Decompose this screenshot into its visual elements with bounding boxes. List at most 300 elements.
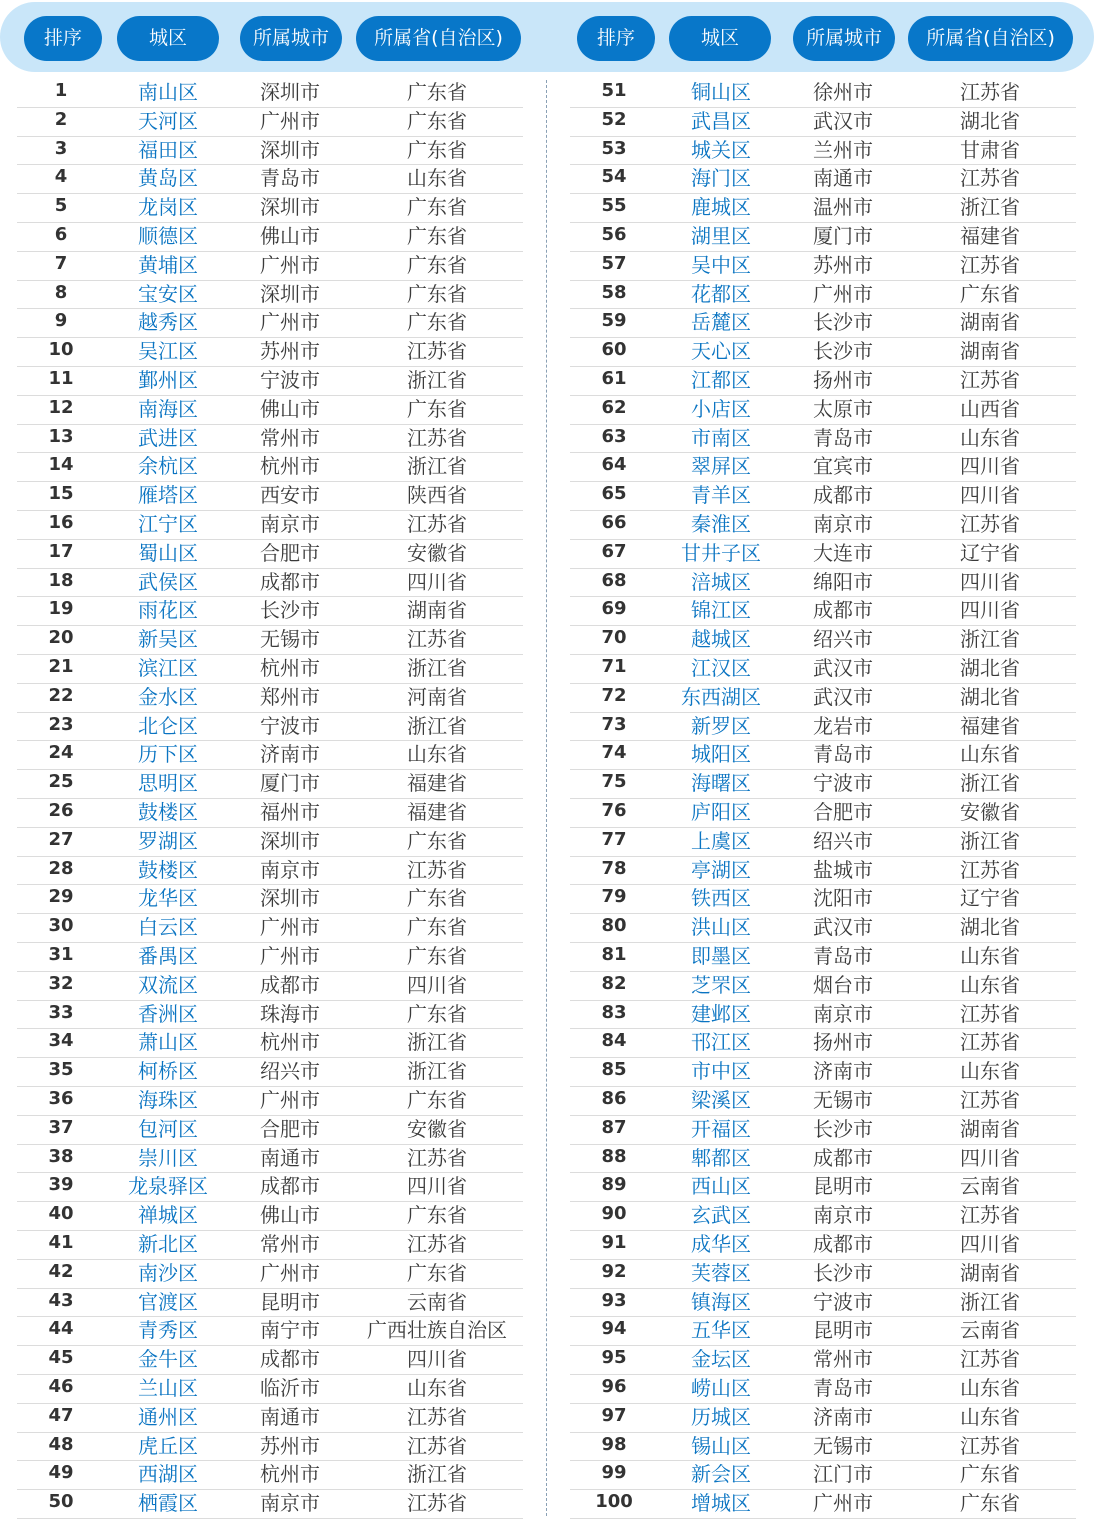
rank-cell: 70 (601, 627, 627, 649)
rank-cell: 91 (601, 1232, 627, 1253)
rank-cell: 87 (601, 1116, 627, 1138)
table-row (570, 1144, 1076, 1174)
city-cell: 济南市 (813, 1404, 873, 1429)
district-cell: 城关区 (691, 137, 751, 162)
rank-cell: 68 (601, 569, 627, 591)
district-cell: 郫都区 (691, 1145, 751, 1170)
district-cell: 顺德区 (138, 224, 198, 248)
table-row (570, 308, 1076, 338)
rank-cell: 77 (601, 828, 627, 850)
district-cell: 龙泉驿区 (128, 1174, 208, 1199)
table-row (570, 1057, 1076, 1087)
district-cell: 武侯区 (138, 569, 198, 594)
province-cell: 广东省 (407, 108, 467, 133)
rank-cell: 12 (48, 396, 74, 418)
district-cell: 鹿城区 (691, 195, 751, 220)
province-cell: 陕西省 (407, 483, 467, 508)
district-cell: 南海区 (138, 396, 198, 421)
city-cell: 苏州市 (813, 252, 873, 277)
rank-cell: 38 (48, 1145, 74, 1167)
province-cell: 四川省 (960, 483, 1020, 508)
district-cell: 即墨区 (691, 944, 751, 968)
city-cell: 广州市 (260, 1088, 320, 1112)
rank-cell: 32 (48, 972, 74, 994)
table-row (570, 1432, 1076, 1462)
city-cell: 成都市 (813, 1232, 873, 1256)
district-cell: 市南区 (691, 425, 751, 450)
province-cell: 广东省 (407, 281, 467, 306)
province-cell: 山东省 (407, 742, 467, 767)
rank-cell: 74 (601, 742, 627, 764)
city-cell: 长沙市 (260, 598, 320, 623)
district-cell: 武昌区 (691, 108, 751, 133)
rank-cell: 15 (48, 483, 74, 505)
city-cell: 苏州市 (260, 339, 320, 364)
province-cell: 广东省 (407, 224, 467, 248)
city-cell: 大连市 (813, 540, 873, 565)
header-province-left: 所属省(自治区) (356, 16, 521, 61)
header-city-right: 所属城市 (793, 16, 895, 61)
district-cell: 东西湖区 (681, 684, 761, 709)
province-cell: 四川省 (960, 569, 1020, 594)
city-cell: 长沙市 (813, 1260, 873, 1285)
province-cell: 山西省 (960, 396, 1020, 421)
province-cell: 福建省 (407, 800, 467, 824)
district-cell: 铁西区 (691, 886, 751, 911)
province-cell: 江苏省 (407, 1404, 467, 1429)
district-cell: 龙岗区 (138, 195, 198, 220)
rank-cell: 43 (48, 1289, 74, 1311)
province-cell: 广东省 (407, 1088, 467, 1112)
city-cell: 合肥市 (260, 540, 320, 565)
district-cell: 吴江区 (138, 339, 198, 364)
header-city-left: 所属城市 (240, 16, 342, 61)
rank-cell: 72 (601, 684, 627, 706)
province-cell: 四川省 (960, 1145, 1020, 1170)
district-cell: 北仑区 (138, 713, 198, 738)
rank-cell: 73 (601, 713, 627, 735)
district-cell: 萧山区 (138, 1030, 198, 1055)
province-cell: 浙江省 (960, 627, 1020, 652)
rank-cell: 54 (601, 166, 627, 188)
province-cell: 浙江省 (407, 713, 467, 738)
province-cell: 山东省 (960, 1404, 1020, 1429)
table-row (570, 884, 1076, 914)
rank-cell: 27 (48, 828, 74, 850)
district-cell: 崂山区 (691, 1376, 751, 1400)
rank-cell: 56 (601, 224, 627, 245)
district-cell: 黄埔区 (138, 252, 198, 277)
city-cell: 南京市 (260, 857, 320, 882)
city-cell: 青岛市 (813, 742, 873, 767)
rank-cell: 8 (54, 281, 68, 303)
table-row (17, 222, 523, 252)
rank-cell: 42 (48, 1260, 74, 1282)
rank-cell: 69 (601, 598, 627, 620)
province-cell: 浙江省 (407, 1059, 467, 1084)
rank-cell: 100 (595, 1491, 633, 1513)
district-cell: 海珠区 (138, 1088, 198, 1112)
table-row (570, 1230, 1076, 1260)
table-row (17, 136, 523, 166)
table-row (570, 1345, 1076, 1375)
city-cell: 济南市 (260, 742, 320, 767)
province-cell: 湖南省 (960, 1260, 1020, 1285)
city-cell: 长沙市 (813, 1116, 873, 1141)
district-cell: 芙蓉区 (691, 1260, 751, 1285)
province-cell: 四川省 (960, 1232, 1020, 1256)
city-cell: 深圳市 (260, 886, 320, 911)
header-district-left: 城区 (117, 16, 219, 61)
table-row (17, 654, 523, 684)
city-cell: 武汉市 (813, 915, 873, 940)
district-cell: 江宁区 (138, 512, 198, 536)
city-cell: 佛山市 (260, 396, 320, 421)
city-cell: 广州市 (260, 944, 320, 968)
city-cell: 厦门市 (260, 771, 320, 796)
rank-cell: 1 (54, 80, 68, 101)
province-cell: 江苏省 (407, 1491, 467, 1516)
district-cell: 金牛区 (138, 1347, 198, 1372)
table-row (17, 395, 523, 425)
district-cell: 增城区 (691, 1491, 751, 1516)
district-cell: 西湖区 (138, 1462, 198, 1487)
city-cell: 成都市 (260, 972, 320, 997)
rank-cell: 14 (48, 454, 74, 476)
table-row (570, 1172, 1076, 1202)
district-cell: 越城区 (691, 627, 751, 652)
rank-cell: 64 (601, 454, 627, 476)
district-cell: 天河区 (138, 108, 198, 133)
district-cell: 秦淮区 (691, 512, 751, 536)
province-cell: 云南省 (960, 1318, 1020, 1343)
province-cell: 广东省 (407, 886, 467, 911)
province-cell: 江苏省 (960, 1088, 1020, 1112)
district-cell: 海曙区 (691, 771, 751, 796)
district-cell: 湖里区 (691, 224, 751, 248)
table-row (570, 654, 1076, 684)
table-row (570, 712, 1076, 742)
rank-cell: 93 (601, 1289, 627, 1311)
province-cell: 江苏省 (960, 1347, 1020, 1372)
district-cell: 芝罘区 (691, 972, 751, 997)
rank-cell: 30 (48, 915, 74, 937)
rank-cell: 9 (54, 310, 68, 332)
province-cell: 四川省 (960, 598, 1020, 623)
rank-cell: 94 (601, 1318, 627, 1340)
city-cell: 厦门市 (813, 224, 873, 248)
district-cell: 新会区 (691, 1462, 751, 1487)
district-cell: 花都区 (691, 281, 751, 306)
rank-cell: 61 (601, 368, 627, 389)
city-cell: 苏州市 (260, 1433, 320, 1458)
rank-cell: 39 (48, 1174, 74, 1196)
district-cell: 双流区 (138, 972, 198, 997)
province-cell: 湖南省 (960, 1116, 1020, 1141)
city-cell: 绍兴市 (813, 627, 873, 652)
table-row (570, 827, 1076, 857)
table-row (17, 971, 523, 1001)
table-row (17, 1489, 523, 1519)
table-row (17, 1115, 523, 1145)
district-cell: 锡山区 (691, 1433, 751, 1458)
city-cell: 临沂市 (260, 1376, 320, 1400)
rank-cell: 16 (48, 512, 74, 533)
province-cell: 浙江省 (960, 1289, 1020, 1314)
province-cell: 广东省 (960, 1462, 1020, 1487)
city-cell: 南通市 (260, 1404, 320, 1429)
table-row (17, 913, 523, 943)
province-cell: 四川省 (407, 1347, 467, 1372)
district-cell: 余杭区 (138, 454, 198, 479)
table-row (570, 337, 1076, 367)
province-cell: 广东省 (407, 1203, 467, 1228)
table-row (570, 136, 1076, 166)
rank-cell: 48 (48, 1433, 74, 1455)
province-cell: 浙江省 (960, 771, 1020, 796)
table-row (17, 164, 523, 194)
district-cell: 雨花区 (138, 598, 198, 623)
city-cell: 青岛市 (260, 166, 320, 191)
rank-cell: 40 (48, 1203, 74, 1225)
rank-cell: 10 (48, 339, 74, 361)
district-cell: 龙华区 (138, 886, 198, 911)
province-cell: 广西壮族自治区 (367, 1318, 507, 1343)
rank-cell: 60 (601, 339, 627, 361)
province-cell: 云南省 (960, 1174, 1020, 1199)
table-row (17, 1259, 523, 1289)
district-cell: 翠屏区 (691, 454, 751, 479)
rank-cell: 29 (48, 886, 74, 908)
city-cell: 扬州市 (813, 368, 873, 392)
district-cell: 雁塔区 (138, 483, 198, 508)
province-cell: 广东省 (960, 1491, 1020, 1516)
table-row (570, 1115, 1076, 1145)
city-cell: 成都市 (813, 483, 873, 508)
table-row (570, 366, 1076, 396)
table-row (570, 1460, 1076, 1490)
city-cell: 郑州市 (260, 684, 320, 709)
province-cell: 山东省 (407, 166, 467, 191)
province-cell: 浙江省 (960, 828, 1020, 853)
province-cell: 广东省 (407, 1001, 467, 1026)
district-cell: 海门区 (691, 166, 751, 191)
table-row (570, 1374, 1076, 1404)
district-cell: 鼓楼区 (138, 800, 198, 824)
rank-cell: 67 (601, 540, 627, 562)
province-cell: 江苏省 (960, 1203, 1020, 1228)
district-cell: 思明区 (138, 771, 198, 796)
table-row (570, 625, 1076, 655)
province-cell: 浙江省 (407, 656, 467, 680)
table-row (570, 1259, 1076, 1289)
district-cell: 福田区 (138, 137, 198, 162)
province-cell: 安徽省 (407, 540, 467, 565)
table-row (570, 107, 1076, 137)
table-row (17, 827, 523, 857)
table-row (570, 222, 1076, 252)
city-cell: 绍兴市 (260, 1059, 320, 1084)
province-cell: 江苏省 (407, 1232, 467, 1256)
city-cell: 绍兴市 (813, 828, 873, 853)
rank-cell: 47 (48, 1404, 74, 1426)
city-cell: 盐城市 (813, 857, 873, 882)
district-cell: 滨江区 (138, 656, 198, 680)
district-cell: 江都区 (691, 368, 751, 392)
city-cell: 西安市 (260, 483, 320, 508)
city-cell: 龙岩市 (813, 713, 873, 738)
rank-cell: 23 (48, 713, 74, 735)
district-cell: 铜山区 (691, 80, 751, 104)
table-row (17, 78, 523, 108)
table-row (570, 395, 1076, 425)
province-cell: 江苏省 (960, 512, 1020, 536)
city-cell: 昆明市 (813, 1318, 873, 1343)
rank-cell: 86 (601, 1088, 627, 1109)
table-row (17, 884, 523, 914)
province-cell: 广东省 (960, 281, 1020, 306)
district-cell: 金坛区 (691, 1347, 751, 1372)
city-cell: 兰州市 (813, 137, 873, 162)
table-row (570, 596, 1076, 626)
district-cell: 番禺区 (138, 944, 198, 968)
rank-cell: 80 (601, 915, 627, 937)
rank-cell: 90 (601, 1203, 627, 1225)
city-cell: 无锡市 (813, 1433, 873, 1458)
province-cell: 浙江省 (407, 1030, 467, 1055)
district-cell: 青秀区 (138, 1318, 198, 1343)
city-cell: 青岛市 (813, 425, 873, 450)
rank-cell: 58 (601, 281, 627, 303)
province-cell: 江苏省 (407, 857, 467, 882)
province-cell: 湖南省 (407, 598, 467, 623)
table-row (570, 510, 1076, 540)
city-cell: 深圳市 (260, 828, 320, 853)
province-cell: 辽宁省 (960, 540, 1020, 565)
table-row (17, 1028, 523, 1058)
table-row (17, 1230, 523, 1260)
table-row (570, 1316, 1076, 1346)
district-cell: 天心区 (691, 339, 751, 364)
province-cell: 四川省 (407, 1174, 467, 1199)
district-cell: 南沙区 (138, 1260, 198, 1285)
table-row (570, 1403, 1076, 1433)
city-cell: 长沙市 (813, 339, 873, 364)
header-district-right: 城区 (669, 16, 771, 61)
district-cell: 开福区 (691, 1116, 751, 1141)
table-row (570, 1288, 1076, 1318)
district-cell: 鼓楼区 (138, 857, 198, 882)
province-cell: 江苏省 (407, 1433, 467, 1458)
table-row (570, 769, 1076, 799)
city-cell: 广州市 (260, 310, 320, 335)
city-cell: 温州市 (813, 195, 873, 220)
district-cell: 邗江区 (691, 1030, 751, 1055)
table-row (17, 1460, 523, 1490)
city-cell: 成都市 (260, 1174, 320, 1199)
rank-cell: 18 (48, 569, 74, 591)
district-cell: 新罗区 (691, 713, 751, 738)
rank-cell: 41 (48, 1232, 74, 1253)
province-cell: 云南省 (407, 1289, 467, 1314)
rank-cell: 51 (601, 80, 627, 101)
province-cell: 河南省 (407, 684, 467, 709)
province-cell: 山东省 (960, 1059, 1020, 1084)
rank-cell: 57 (601, 252, 627, 274)
district-cell: 岳麓区 (691, 310, 751, 335)
province-cell: 江苏省 (960, 1030, 1020, 1055)
table-row (17, 1144, 523, 1174)
province-cell: 广东省 (407, 1260, 467, 1285)
province-cell: 湖南省 (960, 339, 1020, 364)
province-cell: 江苏省 (407, 1145, 467, 1170)
city-cell: 南京市 (813, 512, 873, 536)
province-cell: 江苏省 (960, 252, 1020, 277)
table-row (570, 856, 1076, 886)
rank-cell: 4 (54, 166, 68, 188)
province-cell: 广东省 (407, 944, 467, 968)
province-cell: 江苏省 (407, 512, 467, 536)
table-row (17, 740, 523, 770)
city-cell: 广州市 (813, 281, 873, 306)
city-cell: 昆明市 (260, 1289, 320, 1314)
header-province-right: 所属省(自治区) (908, 16, 1073, 61)
table-row (570, 481, 1076, 511)
rank-cell: 83 (601, 1001, 627, 1023)
table-row (17, 1432, 523, 1462)
province-cell: 浙江省 (407, 454, 467, 479)
district-cell: 小店区 (691, 396, 751, 421)
district-cell: 罗湖区 (138, 828, 198, 853)
city-cell: 太原市 (813, 396, 873, 421)
province-cell: 辽宁省 (960, 886, 1020, 911)
rank-cell: 96 (601, 1376, 627, 1397)
city-cell: 烟台市 (813, 972, 873, 997)
city-cell: 珠海市 (260, 1001, 320, 1026)
city-cell: 合肥市 (813, 800, 873, 824)
province-cell: 山东省 (960, 425, 1020, 450)
table-row (17, 568, 523, 598)
table-row (570, 78, 1076, 108)
province-cell: 广东省 (407, 310, 467, 335)
table-row (17, 1172, 523, 1202)
rank-cell: 46 (48, 1376, 74, 1397)
province-cell: 江苏省 (960, 857, 1020, 882)
district-cell: 鄞州区 (138, 368, 198, 392)
city-cell: 成都市 (260, 1347, 320, 1372)
district-cell: 玄武区 (691, 1203, 751, 1228)
table-row (570, 1489, 1076, 1519)
district-cell: 新北区 (138, 1232, 198, 1256)
rank-cell: 6 (54, 224, 68, 245)
table-row (17, 625, 523, 655)
table-row (17, 308, 523, 338)
province-cell: 甘肃省 (960, 137, 1020, 162)
city-cell: 广州市 (260, 915, 320, 940)
table-row (17, 193, 523, 223)
district-cell: 宝安区 (138, 281, 198, 306)
city-cell: 广州市 (260, 252, 320, 277)
table-row (570, 1000, 1076, 1030)
city-cell: 南宁市 (260, 1318, 320, 1343)
table-row (17, 107, 523, 137)
table-row (17, 1086, 523, 1116)
rank-cell: 5 (54, 195, 68, 217)
table-row (570, 798, 1076, 828)
province-cell: 山东省 (960, 742, 1020, 767)
rank-cell: 25 (48, 771, 74, 793)
district-cell: 禅城区 (138, 1203, 198, 1228)
